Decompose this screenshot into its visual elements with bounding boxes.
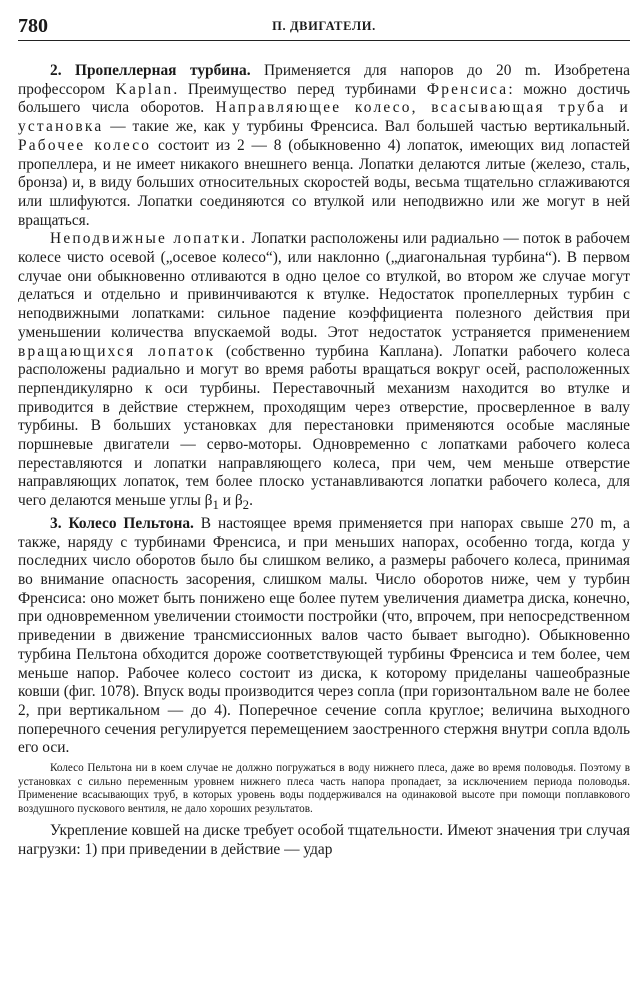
text-segment: Лопатки расположены или радиально — поток в рабочем колесе чисто осевой („осевое колесо“), или наклонно („диагональная турбина“). В первом случае они обыкновенно отливаются в одно целое со втулкой, во втором же случае могут делаться и отдельно и привинчиваются к втулке. Недостаток пропеллерных турбин с неподвижными лопатками: сильное падение коэффициента полезного действия при уменьшении количества впускаемой воды. Этот недостаток устраняется применением — [18, 230, 630, 341]
page-header — [18, 14, 630, 41]
paragraph-propeller-turbine — [18, 62, 630, 230]
section-heading-propeller: 2. Пропеллерная турбина. — [50, 62, 251, 79]
name-kaplan: Kaplan — [115, 80, 174, 98]
text-segment: . — [249, 492, 253, 510]
paragraph-pelton-wheel — [18, 515, 630, 758]
text-segment: состоит из 2 — 8 (обыкновенно 4) лопаток, имеющих вид лопастей пропеллера, и не имеет никакого внешнего венца. Лопатки делаются литые (железо, сталь, бронза) и, в виду больших относительных скоростей воды, весьма тщательно сглаживаются или шлифуются. Лопатки соединяются со втулкой или неподвижно или же могут в ней вращаться. — [18, 136, 630, 229]
text-segment: . Преимущество перед турбинами — [173, 80, 427, 98]
running-title: П. ДВИГАТЕЛИ. — [272, 19, 376, 33]
page-number: 780 — [18, 15, 48, 37]
small-print-note: Колесо Пельтона ни в коем случае не должно погружаться в воду нижнего плеса, даже во время половодья. Поэтому в установках с сильно переменным уровнем нижнего плеса часть напора пропадает, за исключением периода половодья. Применение всасывающих труб, в которых уровень воды поддерживался на одинаковой высоте при помощи поплавкового воздушного пускового вентиля, не дало хороших результатов. — [18, 762, 630, 815]
text-segment: Применяется для напоров до 20 m. Изобретена профессором — [18, 62, 630, 98]
paragraph-fixed-blades — [18, 230, 630, 515]
term-rotating-blades: вращающихся лопаток — [18, 342, 216, 360]
term-guide-vane: Направляющее колесо, всасывающая труба и установка — [18, 99, 630, 136]
subscript-1: 1 — [212, 498, 219, 513]
text-segment: : можно достичь большего числа оборотов. — [18, 80, 630, 117]
text-segment: и β — [218, 492, 243, 510]
section-heading-pelton: 3. Колесо Пельтона. — [50, 514, 194, 532]
term-fixed-blades: Неподвижные лопатки. — [50, 230, 248, 248]
term-runner: Рабочее колесо — [18, 136, 152, 154]
name-francis: Френсиса — [426, 80, 509, 98]
body-text — [18, 62, 630, 860]
text-segment: — такие же, как у турбины Френсиса. Вал большей частью вертикальный. — [103, 118, 630, 136]
text-segment: (собственно турбина Каплана). Лопатки рабочего колеса расположены радиально и могут во время работы вращаться вокруг осей, расположенных перпендикулярно к оси турбины. Переставочный механизм находится во втулке и приводится в действие стержнем, проходящим через отверстие, просверленное в валу турбины. В больших установках для перестановки применяются особые масляные поршневые двигатели — серво-моторы. Одновременно с лопатками рабочего колеса переставляются и лопатки направляющего колеса, при чем, чем меньше отверстие направляющих лопаток, тем более плоско устанавливаются лопатки рабочего колеса, для чего делаются меньше углы β — [18, 342, 630, 510]
paragraph-bucket-mounting: Укрепление ковшей на диске требует особой тщательности. Имеют значения три случая нагрузки: 1) при приведении в действие — удар — [18, 822, 630, 858]
subscript-2: 2 — [242, 498, 250, 513]
text-segment: В настоящее время применяется при напорах свыше 270 m, а также, наряду с турбинами Френсиса, и при меньших напорах, особенно тогда, когда у последних число оборотов было бы слишком велико, а размеры рабочего колеса, принимая во внимание опасность засорения, слишком малы. Число оборотов ниже, чем у турбин Френсиса: оно может быть понижено еще более путем увеличения диаметра диска, конечно, при одновременном увеличении стоимости постройки (что, впрочем, при непосредственном приведении в движение трансмиссионных валов часто бывает выгодно). Обыкновенно турбина Пельтона обходится дороже соответствующей турбины Френсиса и тем более, чем меньше напор. Рабочее колесо состоит из диска, к которому приделаны чашеобразные ковши (фиг. 1078). Впуск воды производится через сопла (при горизонтальном вале не более 2, при вертикальном — до 4). Поперечное сечение сопла круглое; величина выходного поперечного сечения регулируется перемещением заостренного стержня внутри сопла вдоль его оси. — [18, 514, 630, 757]
